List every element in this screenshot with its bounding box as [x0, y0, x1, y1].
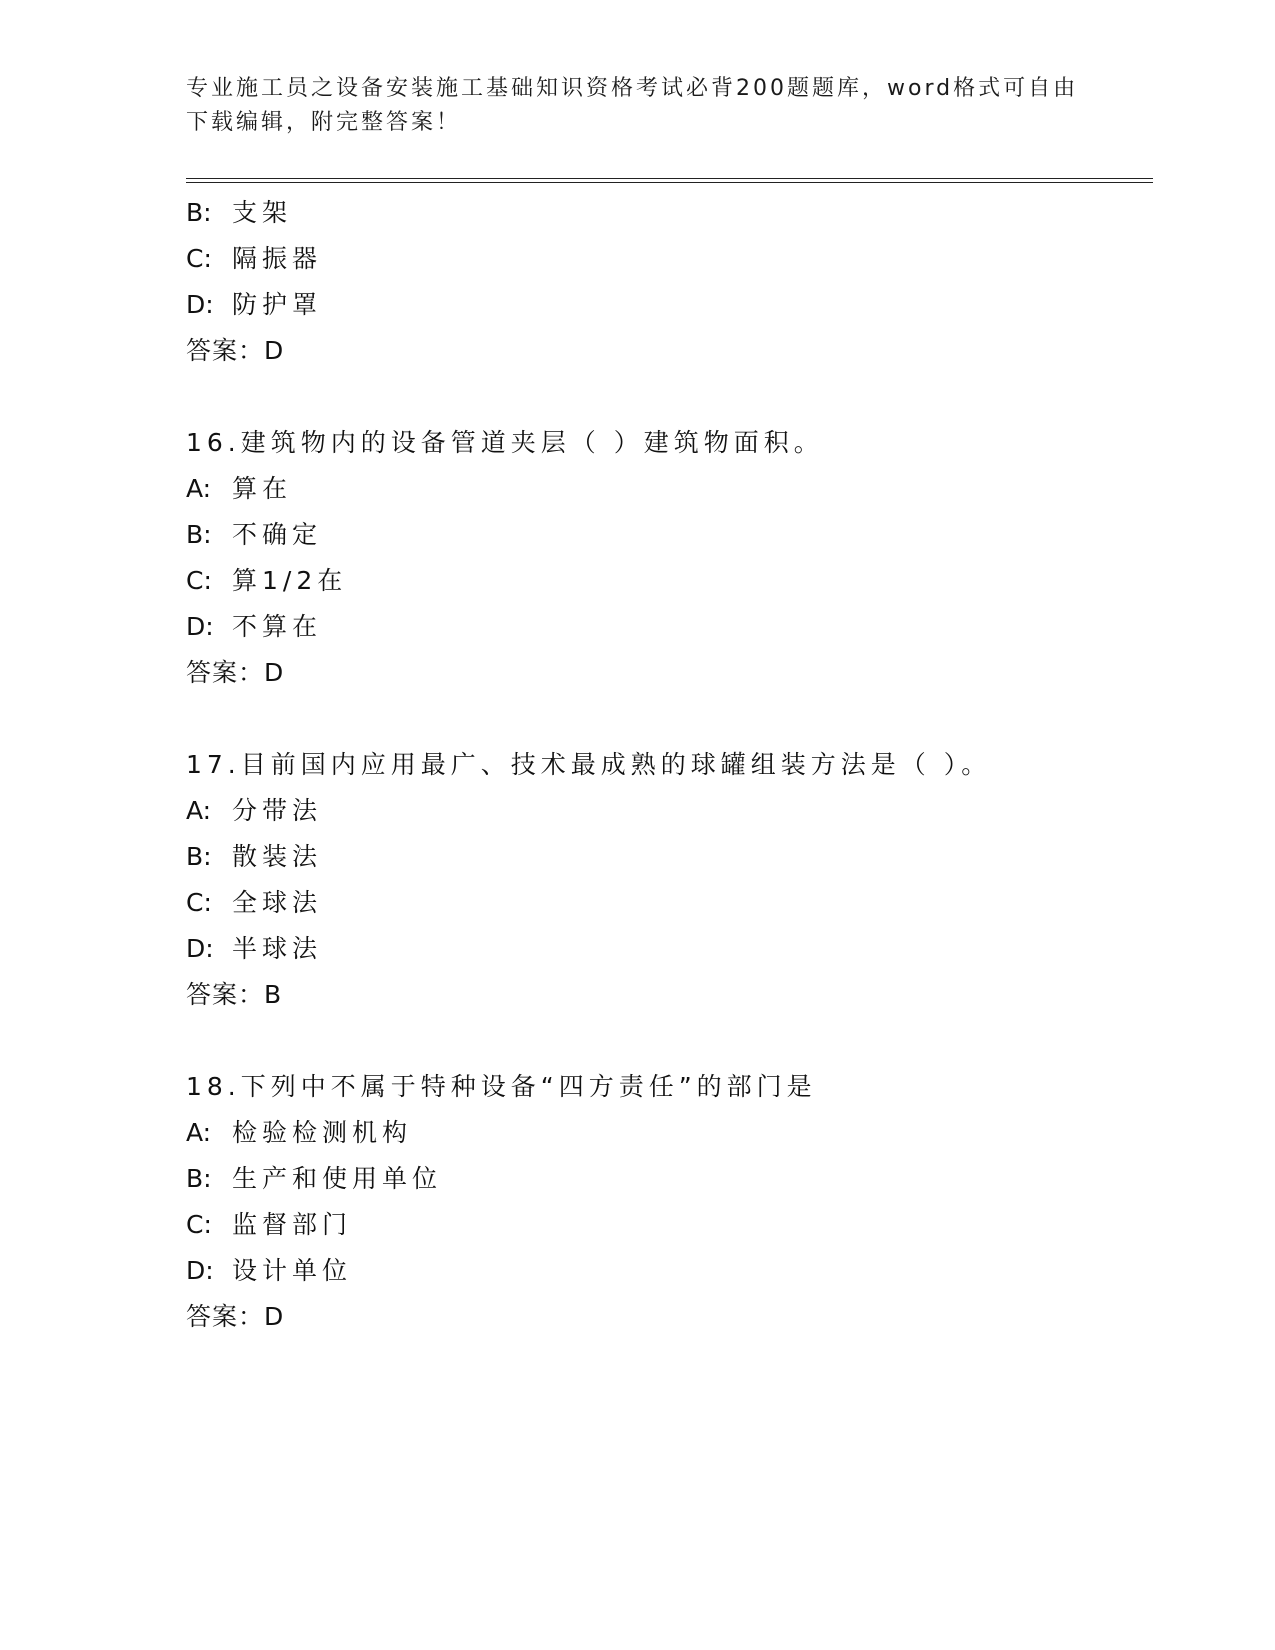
- option-key: A:: [186, 796, 212, 825]
- option-key: A:: [186, 474, 212, 503]
- spacer: [186, 1018, 1146, 1064]
- option-text: 不确定: [232, 520, 323, 549]
- question-stem: 16.建筑物内的设备管道夹层（ ）建筑物面积。: [186, 428, 824, 457]
- option-line: [186, 1156, 1146, 1202]
- option-key: D:: [186, 934, 214, 963]
- document-header: [186, 72, 1086, 140]
- option-key: B:: [186, 198, 212, 227]
- option-key: D:: [186, 1256, 214, 1285]
- carryover-block: [186, 190, 1146, 374]
- option-key: D:: [186, 612, 214, 641]
- option-line: [186, 236, 1146, 282]
- option-text: 分带法: [232, 796, 323, 825]
- option-text: 生产和使用单位: [232, 1164, 443, 1193]
- option-text: 防护罩: [232, 290, 323, 319]
- option-line: [186, 926, 1146, 972]
- option-line: [186, 1110, 1146, 1156]
- option-key: D:: [186, 290, 214, 319]
- option-text: 检验检测机构: [232, 1118, 413, 1147]
- header-line-1: 专业施工员之设备安装施工基础知识资格考试必背200题题库，word格式可自由: [186, 76, 1079, 101]
- option-line: [186, 1202, 1146, 1248]
- question-stem: 18.下列中不属于特种设备“四方责任”的部门是: [186, 1072, 817, 1101]
- option-line: [186, 512, 1146, 558]
- option-text: 隔振器: [232, 244, 323, 273]
- answer-line: 答案：B: [186, 980, 283, 1009]
- spacer: [186, 696, 1146, 742]
- option-line: [186, 282, 1146, 328]
- option-key: C:: [186, 1210, 212, 1239]
- option-text: 设计单位: [232, 1256, 353, 1285]
- option-line: [186, 558, 1146, 604]
- option-text: 散装法: [232, 842, 323, 871]
- answer-line: 答案：D: [186, 1302, 285, 1331]
- spacer: [186, 374, 1146, 420]
- option-line: [186, 604, 1146, 650]
- option-text: 算1/2在: [232, 566, 348, 595]
- header-line-2: 下载编辑，附完整答案！: [186, 110, 462, 135]
- header-rule-bottom: [186, 182, 1153, 183]
- option-text: 不算在: [232, 612, 323, 641]
- option-key: C:: [186, 566, 212, 595]
- option-text: 算在: [232, 474, 293, 503]
- question-block: [186, 420, 1146, 696]
- option-text: 支架: [232, 198, 293, 227]
- option-text: 半球法: [232, 934, 323, 963]
- question-stem: 17.目前国内应用最广、技术最成熟的球罐组装方法是（ ）。: [186, 750, 992, 779]
- option-text: 全球法: [232, 888, 323, 917]
- option-key: C:: [186, 888, 212, 917]
- option-key: C:: [186, 244, 212, 273]
- header-rule-top: [186, 178, 1153, 179]
- option-line: [186, 834, 1146, 880]
- answer-line: 答案：D: [186, 658, 285, 687]
- question-block: [186, 742, 1146, 1018]
- option-key: B:: [186, 1164, 212, 1193]
- option-line: [186, 880, 1146, 926]
- option-line: [186, 190, 1146, 236]
- option-text: 监督部门: [232, 1210, 353, 1239]
- option-key: B:: [186, 842, 212, 871]
- question-block: [186, 1064, 1146, 1340]
- question-list: [186, 190, 1146, 1340]
- option-line: [186, 788, 1146, 834]
- option-key: A:: [186, 1118, 212, 1147]
- option-key: B:: [186, 520, 212, 549]
- answer-line: 答案：D: [186, 336, 285, 365]
- option-line: [186, 466, 1146, 512]
- option-line: [186, 1248, 1146, 1294]
